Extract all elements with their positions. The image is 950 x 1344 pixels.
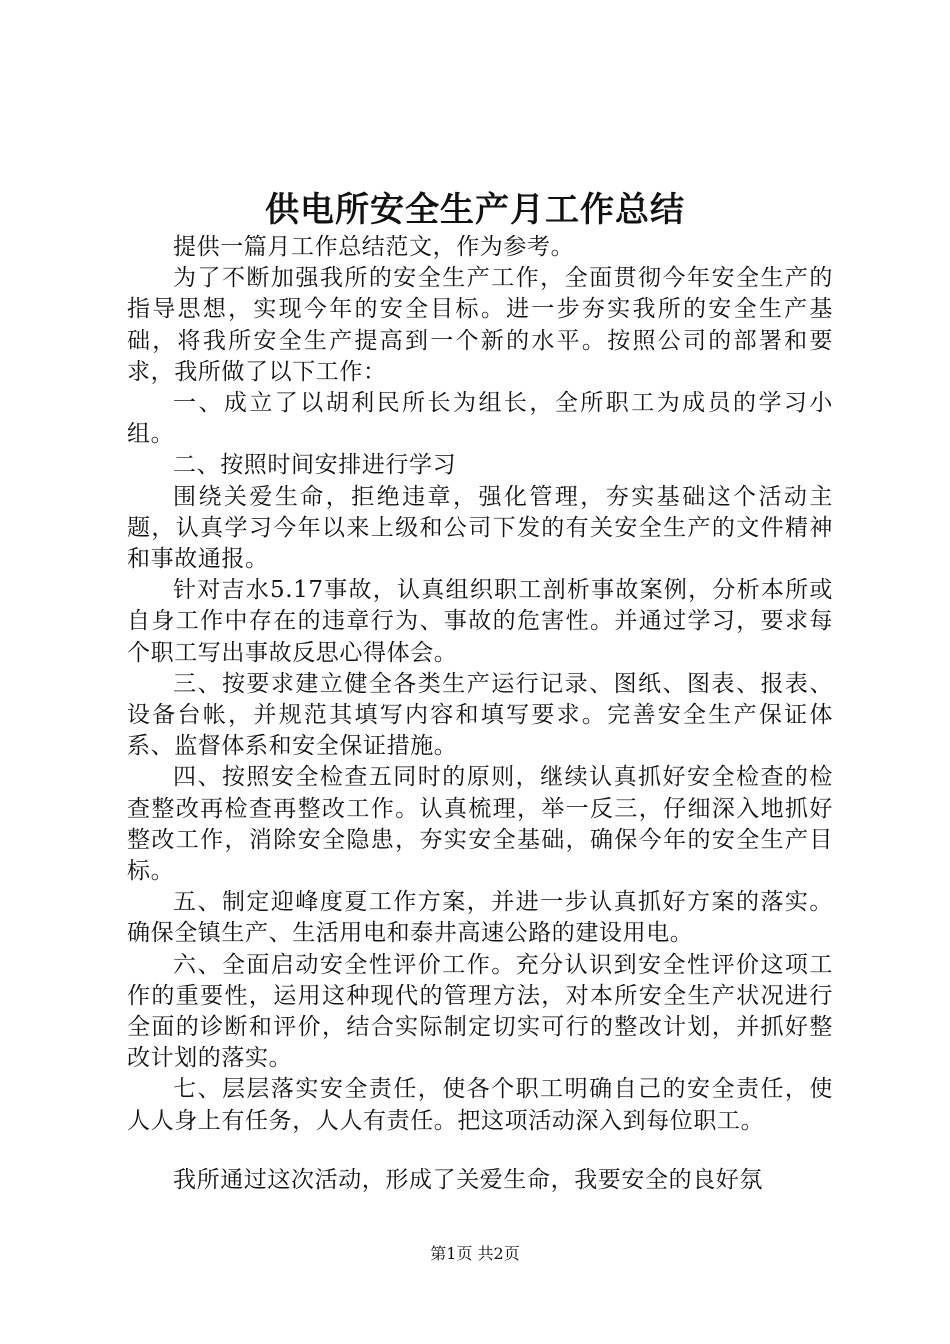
paragraph-conclusion: 我所通过这次活动，形成了关爱生命，我要安全的良好氛 bbox=[173, 1166, 763, 1193]
paragraph-item-7: 七、层层落实安全责任，使各个职工明确自己的安全责任，使人人身上有任务，人人有责任。把这项活动深入到每位职工。 bbox=[127, 1076, 833, 1134]
paragraph-item-5: 五、制定迎峰度夏工作方案，并进一步认真抓好方案的落实。确保全镇生产、生活用电和泰井高速公路的建设用电。 bbox=[127, 889, 833, 947]
paragraph-item-2: 二、按照时间安排进行学习 bbox=[173, 452, 457, 479]
paragraph-item-3: 三、按要求建立健全各类生产运行记录、图纸、图表、报表、设备台帐，并规范其填写内容和填写要求。完善安全生产保证体系、监督体系和安全保证措施。 bbox=[127, 670, 833, 760]
paragraph-item-1: 一、成立了以胡利民所长为组长，全所职工为成员的学习小组。 bbox=[127, 390, 833, 448]
document-body bbox=[127, 232, 833, 1196]
paragraph-intro: 提供一篇月工作总结范文，作为参考。 bbox=[173, 234, 575, 260]
paragraph-accident-analysis: 针对吉水5.17事故，认真组织职工剖析事故案例，分析本所或自身工作中存在的违章行为、事故的危害性。并通过学习，要求每个职工写出事故反思心得体会。 bbox=[127, 577, 833, 666]
paragraph-purpose: 为了不断加强我所的安全生产工作，全面贯彻今年安全生产的指导思想，实现今年的安全目标。进一步夯实我所的安全生产基础，将我所安全生产提高到一个新的水平。按照公司的部署和要求，我所做了以下工作： bbox=[127, 265, 833, 385]
page-footer: 第1页 共2页 bbox=[430, 1244, 520, 1263]
paragraph-item-4: 四、按照安全检查五同时的原则，继续认真抓好安全检查的检查整改再检查再整改工作。认真梳理，举一反三，仔细深入地抓好整改工作，消除安全隐患，夯实安全基础，确保今年的安全生产目标。 bbox=[127, 764, 833, 885]
document-title: 供电所安全生产月工作总结 bbox=[265, 190, 685, 230]
paragraph-study-theme: 围绕关爱生命，拒绝违章，强化管理，夯实基础这个活动主题，认真学习今年以来上级和公司下发的有关安全生产的文件精神和事故通报。 bbox=[127, 483, 833, 573]
paragraph-item-6: 六、全面启动安全性评价工作。充分认识到安全性评价这项工作的重要性，运用这种现代的管理方法，对本所安全生产状况进行全面的诊断和评价，结合实际制定切实可行的整改计划，并抓好整改计划的落实。 bbox=[127, 951, 833, 1072]
